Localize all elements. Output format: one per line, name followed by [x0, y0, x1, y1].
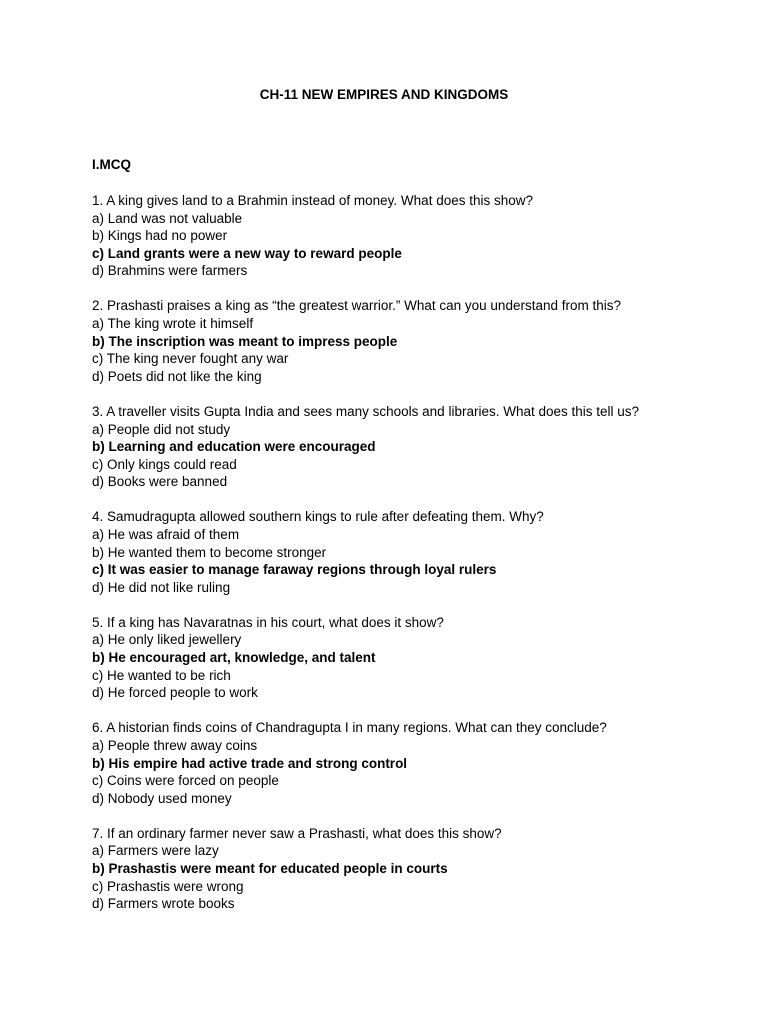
question-block [92, 297, 712, 385]
answer-option: d) Books were banned [92, 474, 228, 490]
answer-option-correct: b) He encouraged art, knowledge, and talent [92, 650, 376, 666]
answer-option: a) People did not study [92, 421, 231, 437]
answer-option: a) He only liked jewellery [92, 632, 242, 648]
answer-option: b) Kings had no power [92, 228, 228, 244]
answer-option: c) The king never fought any war [92, 351, 289, 367]
answer-option: d) Farmers wrote books [92, 896, 235, 912]
question-block [92, 614, 712, 702]
question-text: 6. A historian finds coins of Chandragupta I in many regions. What can they conclude? [92, 720, 607, 736]
answer-option: c) He wanted to be rich [92, 667, 231, 683]
question-block [92, 508, 712, 596]
question-block [92, 192, 712, 280]
answer-option-correct: b) Prashastis were meant for educated people in courts [92, 861, 448, 876]
answer-option: a) Farmers were lazy [92, 843, 219, 859]
question-text: 3. A traveller visits Gupta India and sees many schools and libraries. What does this tell us? [92, 403, 640, 419]
answer-option-correct: c) It was easier to manage faraway regions through loyal rulers [92, 562, 497, 578]
answer-option: d) He forced people to work [92, 685, 258, 701]
answer-option: b) He wanted them to become stronger [92, 544, 327, 560]
question-text: 4. Samudragupta allowed southern kings to rule after defeating them. Why? [92, 509, 544, 525]
question-block [92, 825, 712, 913]
answer-option: a) He was afraid of them [92, 527, 240, 542]
answer-option: d) Brahmins were farmers [92, 263, 248, 279]
answer-option: d) Poets did not like the king [92, 368, 262, 384]
answer-option-correct: c) Land grants were a new way to reward people [92, 245, 402, 261]
question-block [92, 403, 712, 491]
answer-option: a) The king wrote it himself [92, 316, 254, 332]
answer-option: d) He did not like ruling [92, 579, 231, 595]
section-heading: I.MCQ [92, 157, 131, 172]
question-text: 7. If an ordinary farmer never saw a Prashasti, what does this show? [92, 825, 502, 841]
question-text: 1. A king gives land to a Brahmin instead of money. What does this show? [92, 193, 533, 208]
answer-option: c) Coins were forced on people [92, 773, 279, 789]
question-list [92, 192, 712, 930]
answer-option: c) Prashastis were wrong [92, 878, 244, 894]
question-text: 5. If a king has Navaratnas in his court, what does it show? [92, 614, 444, 630]
answer-option: d) Nobody used money [92, 790, 232, 806]
answer-option: a) Land was not valuable [92, 210, 243, 226]
answer-option-correct: b) Learning and education were encouraged [92, 439, 376, 455]
answer-option: c) Only kings could read [92, 456, 237, 472]
question-text: 2. Prashasti praises a king as “the greatest warrior.” What can you understand from this? [92, 298, 621, 314]
question-block [92, 719, 712, 807]
answer-option-correct: b) The inscription was meant to impress people [92, 333, 398, 349]
answer-option: a) People threw away coins [92, 737, 258, 753]
document-title: CH-11 NEW EMPIRES AND KINGDOMS [259, 87, 509, 102]
answer-option-correct: b) His empire had active trade and strong control [92, 755, 408, 771]
